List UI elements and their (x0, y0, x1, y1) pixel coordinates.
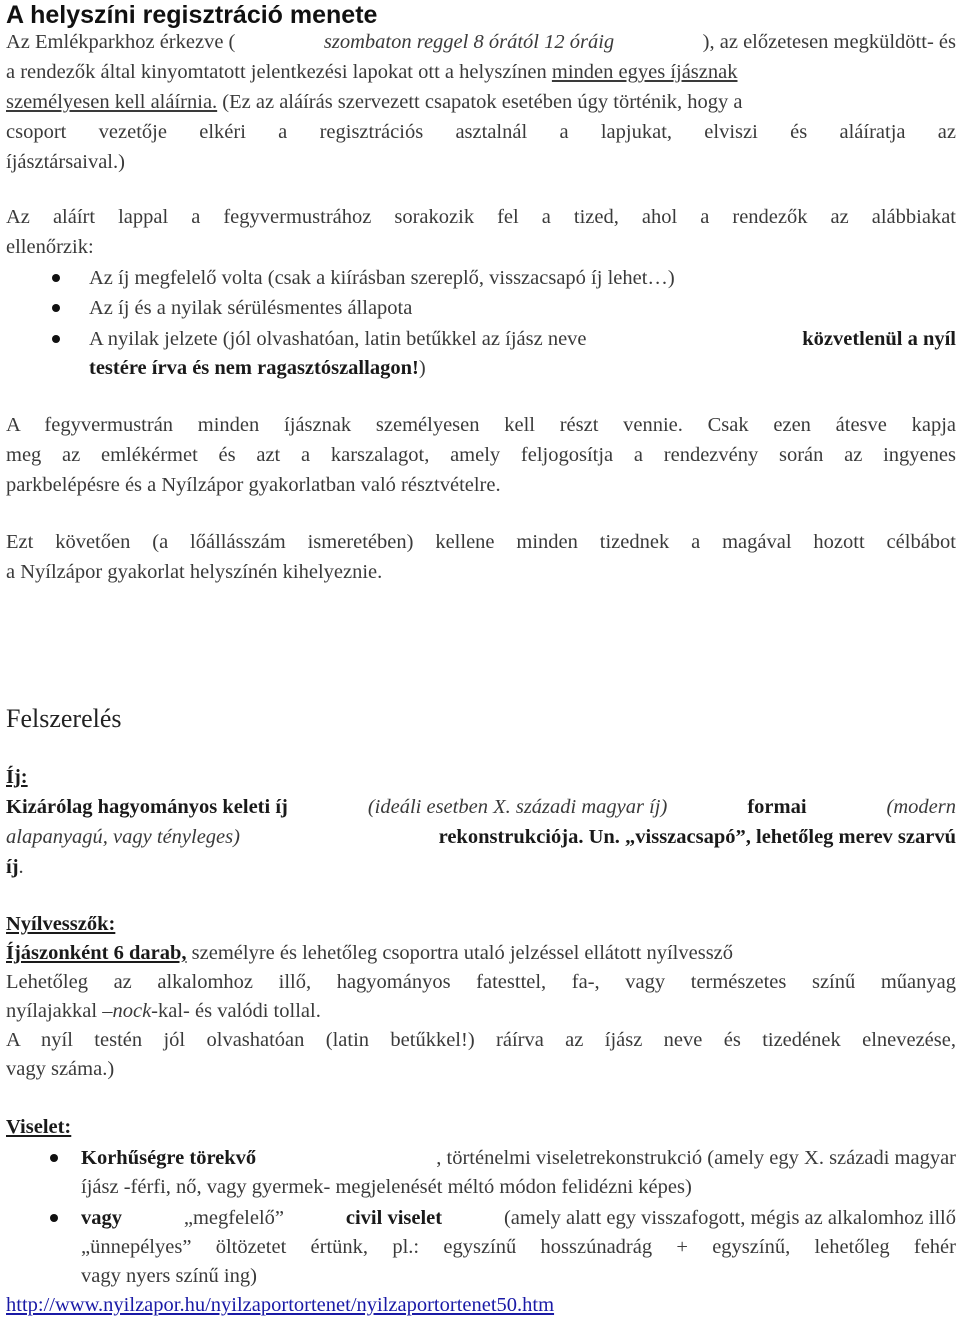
text-line (6, 88, 956, 117)
text-line (6, 823, 956, 852)
text-segment: ) (418, 357, 426, 379)
text-line: Ezt követően (a lőállásszám ismeretében) kellene minden tizednek a magával hozott célbábot (6, 531, 956, 553)
bold-text: közvetlenül a nyíl (802, 328, 956, 350)
arrows-heading: Nyílvesszők: (6, 913, 116, 935)
page-title: A helyszíni regisztráció menete (6, 1, 378, 29)
list-item-continuation: íjász -férfi, nő, vagy gyermek- megjelenését méltó módon felidézni képes) (81, 1176, 692, 1198)
list-item (81, 1144, 956, 1173)
bold-text: vagy (81, 1207, 122, 1229)
italic-text: nock (112, 1000, 152, 1022)
italic-text: (modern (881, 796, 956, 818)
text-line: íjásztársaival.) (6, 151, 125, 173)
italic-text: (ideáli esetben X. századi magyar íj) (362, 796, 673, 818)
underlined-text: személyesen kell aláírnia. (6, 91, 218, 113)
text-segment: ), az előzetesen megküldött- és (702, 31, 956, 53)
text-line: Lehetőleg az alkalomhoz illő, hagyományos fatesttel, fa-, vagy természetes színű műanyag (6, 971, 956, 993)
text-line (6, 997, 321, 1026)
time-text: szombaton reggel 8 órától 12 óráig (323, 31, 615, 53)
bullet-icon (52, 274, 60, 282)
bold-text: rekonstrukciója. Un. „visszacsapó”, lehetőleg merev szarvú (433, 826, 956, 848)
section-title: Felszerelés (6, 704, 122, 733)
text-line: parkbelépésre és a Nyílzápor gyakorlatban való résztvételre. (6, 474, 501, 496)
bold-text: íj (6, 856, 19, 878)
bold-text: testére írva és nem ragasztószallagon! (89, 357, 419, 379)
source-link-line (6, 1291, 554, 1320)
bullet-icon (50, 1154, 58, 1162)
text-line: A nyíl testén jól olvashatóan (latin betűkkel!) ráírva az íjász neve és tizedének elnevezése, (6, 1029, 956, 1051)
text-line (6, 58, 956, 87)
text-line (6, 939, 956, 968)
text-line: vagy száma.) (6, 1058, 115, 1080)
italic-text: alapanyagú, vagy tényleges) (6, 826, 240, 848)
list-item-continuation: vagy nyers színű ing) (81, 1265, 257, 1287)
text-segment: -kal- és valódi tollal. (151, 1000, 321, 1022)
text-segment: a rendezők által kinyomtatott jelentkezési lapokat ott a helyszínen (6, 61, 552, 83)
bold-text: formai (747, 796, 807, 818)
text-line: csoport vezetője elkéri a regisztrációs asztalnál a lapjukat, elviszi és aláíratja az (6, 121, 956, 143)
text-segment: A nyilak jelzete (jól olvashatóan, latin betűkkel az íjász neve (89, 328, 592, 350)
source-link[interactable]: http://www.nyilzapor.hu/nyilzaportortenet/nyilzaportortenet50.htm (6, 1294, 555, 1316)
attire-heading: Viselet: (6, 1116, 72, 1138)
bullet-icon (52, 335, 60, 343)
text-line: A fegyvermustrán minden íjásznak személyesen kell részt vennie. Csak ezen átesve kapja (6, 414, 956, 436)
text-segment: Az Emlékparkhoz érkezve ( (6, 31, 236, 53)
text-line: a Nyílzápor gyakorlat helyszínén kihelyeznie. (6, 561, 383, 583)
text-line: ellenőrzik: (6, 236, 94, 258)
list-item: Az íj és a nyilak sérülésmentes állapota (89, 297, 413, 319)
underlined-text: minden egyes íjásznak (551, 61, 738, 83)
text-line: Az aláírt lappal a fegyvermustrához sorakozik fel a tized, ahol a rendezők az alábbiakat (6, 206, 956, 228)
list-item: Az íj megfelelő volta (csak a kiírásban szereplő, visszacsapó íj lehet…) (89, 267, 675, 289)
text-segment: , történelmi viseletrekonstrukció (amely egy X. századi magyar (436, 1147, 956, 1169)
bold-text: Íjászonként 6 darab, (6, 942, 187, 964)
bold-text: Korhűségre törekvő (81, 1147, 257, 1169)
text-segment: nyílajakkal – (6, 1000, 113, 1022)
list-item (89, 325, 956, 354)
text-segment: (amely alatt egy visszafogott, mégis az alkalomhoz illő (498, 1207, 956, 1229)
bold-text: civil viselet (345, 1207, 443, 1229)
text-line: meg az emlékérmet és azt a karszalagot, amely feljogosítja a rendezvény során az ingyenes (6, 444, 956, 466)
bow-heading: Íj: (6, 766, 28, 788)
list-item (81, 1204, 956, 1233)
bullet-icon (50, 1214, 58, 1222)
bullet-icon (52, 304, 60, 312)
list-item-continuation: „ünnepélyes” öltözetet értünk, pl.: egyszínű hosszúnadrág + egyszínű, lehetőleg fehér (81, 1236, 956, 1258)
text-segment: . (18, 856, 24, 878)
text-line (6, 853, 24, 882)
bold-text: Kizárólag hagyományos keleti íj (6, 796, 288, 818)
text-segment: „megfelelő” (178, 1207, 290, 1229)
list-item-continuation (89, 354, 426, 383)
text-segment: (Ez az aláírás szervezett csapatok esetében úgy történik, hogy a (217, 91, 743, 113)
text-line (6, 28, 956, 57)
text-segment: személyre és lehetőleg csoportra utaló jelzéssel ellátott nyílvessző (186, 942, 734, 964)
text-line (6, 793, 956, 822)
